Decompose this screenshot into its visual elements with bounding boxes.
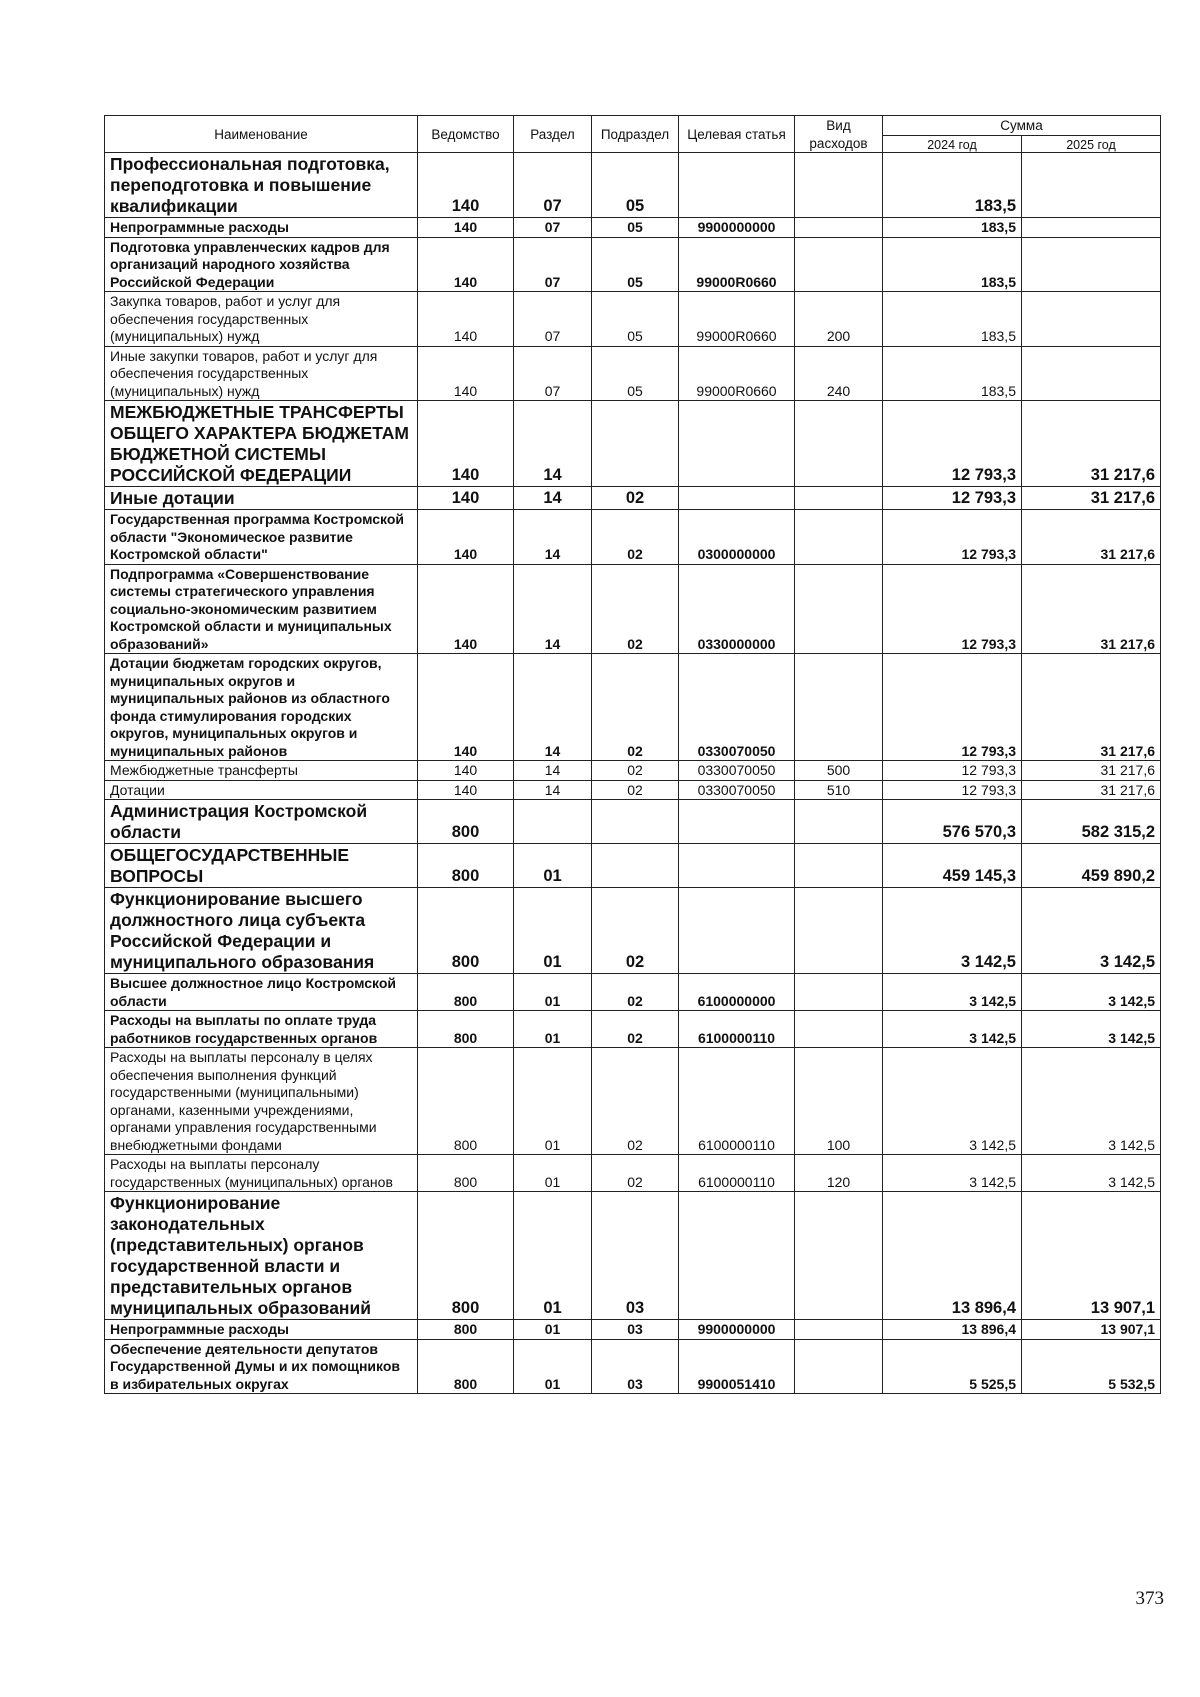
cell-expense-type: 100 bbox=[795, 1048, 883, 1155]
cell-expense-type bbox=[795, 654, 883, 761]
cell-sum-2025: 3 142,5 bbox=[1022, 1011, 1161, 1048]
cell-name: ОБЩЕГОСУДАРСТВЕННЫЕ ВОПРОСЫ bbox=[105, 844, 418, 888]
table-row bbox=[105, 1155, 1161, 1192]
cell-name: Закупка товаров, работ и услуг для обеспечения государственных (муниципальных) нужд bbox=[105, 292, 418, 347]
cell-subsection: 02 bbox=[592, 1048, 679, 1155]
cell-target bbox=[679, 800, 795, 844]
page-number: 373 bbox=[1135, 1588, 1164, 1609]
cell-name: Подпрограмма «Совершенствование системы стратегического управления социально-экономическим развитием Костромской области и муниципальных образований» bbox=[105, 564, 418, 654]
cell-sum-2024: 3 142,5 bbox=[883, 1011, 1022, 1048]
cell-section: 07 bbox=[514, 292, 592, 347]
cell-name: Межбюджетные трансферты bbox=[105, 761, 418, 781]
cell-name: Иные дотации bbox=[105, 487, 418, 510]
cell-target bbox=[679, 487, 795, 510]
cell-dept: 800 bbox=[418, 1048, 514, 1155]
header-name: Наименование bbox=[105, 116, 418, 153]
cell-dept: 140 bbox=[418, 153, 514, 218]
cell-sum-2025: 3 142,5 bbox=[1022, 974, 1161, 1011]
cell-dept: 140 bbox=[418, 237, 514, 292]
cell-dept: 140 bbox=[418, 510, 514, 565]
cell-subsection: 02 bbox=[592, 1155, 679, 1192]
cell-expense-type bbox=[795, 844, 883, 888]
cell-target: 0330070050 bbox=[679, 654, 795, 761]
table-row bbox=[105, 237, 1161, 292]
cell-subsection: 02 bbox=[592, 510, 679, 565]
cell-expense-type bbox=[795, 487, 883, 510]
cell-sum-2024: 12 793,3 bbox=[883, 780, 1022, 800]
cell-sum-2025 bbox=[1022, 346, 1161, 401]
cell-target: 0300000000 bbox=[679, 510, 795, 565]
cell-target: 0330070050 bbox=[679, 761, 795, 781]
cell-dept: 800 bbox=[418, 1339, 514, 1394]
cell-target: 6100000110 bbox=[679, 1048, 795, 1155]
cell-sum-2025: 459 890,2 bbox=[1022, 844, 1161, 888]
cell-sum-2025: 31 217,6 bbox=[1022, 780, 1161, 800]
cell-expense-type bbox=[795, 1320, 883, 1340]
cell-dept: 140 bbox=[418, 401, 514, 487]
cell-dept: 800 bbox=[418, 1192, 514, 1320]
cell-section: 07 bbox=[514, 237, 592, 292]
cell-section: 07 bbox=[514, 218, 592, 238]
table-row bbox=[105, 654, 1161, 761]
cell-sum-2025: 3 142,5 bbox=[1022, 1155, 1161, 1192]
cell-dept: 800 bbox=[418, 844, 514, 888]
cell-sum-2024: 3 142,5 bbox=[883, 974, 1022, 1011]
table-header bbox=[105, 116, 1161, 153]
table-row bbox=[105, 974, 1161, 1011]
cell-sum-2025: 13 907,1 bbox=[1022, 1192, 1161, 1320]
cell-expense-type: 120 bbox=[795, 1155, 883, 1192]
cell-section: 01 bbox=[514, 1155, 592, 1192]
cell-subsection: 02 bbox=[592, 780, 679, 800]
cell-expense-type: 510 bbox=[795, 780, 883, 800]
header-subsection: Подраздел bbox=[592, 116, 679, 153]
cell-dept: 140 bbox=[418, 292, 514, 347]
cell-dept: 140 bbox=[418, 654, 514, 761]
cell-name: Профессиональная подготовка, переподготовка и повышение квалификации bbox=[105, 153, 418, 218]
cell-sum-2024: 12 793,3 bbox=[883, 761, 1022, 781]
cell-sum-2024: 183,5 bbox=[883, 346, 1022, 401]
cell-subsection: 05 bbox=[592, 292, 679, 347]
header-dept: Ведомство bbox=[418, 116, 514, 153]
cell-name: Высшее должностное лицо Костромской области bbox=[105, 974, 418, 1011]
cell-section: 14 bbox=[514, 564, 592, 654]
budget-table bbox=[104, 115, 1161, 1394]
cell-name: Администрация Костромской области bbox=[105, 800, 418, 844]
cell-dept: 140 bbox=[418, 761, 514, 781]
table-row bbox=[105, 487, 1161, 510]
table-row bbox=[105, 1320, 1161, 1340]
cell-name: Функционирование законодательных (представительных) органов государственной власти и представительных органов муниципальных образований bbox=[105, 1192, 418, 1320]
cell-section: 14 bbox=[514, 654, 592, 761]
cell-sum-2025 bbox=[1022, 218, 1161, 238]
cell-sum-2025: 31 217,6 bbox=[1022, 761, 1161, 781]
cell-expense-type bbox=[795, 218, 883, 238]
cell-dept: 800 bbox=[418, 974, 514, 1011]
header-year-2025: 2025 год bbox=[1022, 136, 1161, 153]
header-target: Целевая статья bbox=[679, 116, 795, 153]
cell-subsection bbox=[592, 401, 679, 487]
cell-sum-2024: 13 896,4 bbox=[883, 1192, 1022, 1320]
cell-sum-2024: 3 142,5 bbox=[883, 1048, 1022, 1155]
cell-target bbox=[679, 401, 795, 487]
cell-subsection bbox=[592, 800, 679, 844]
cell-subsection: 05 bbox=[592, 218, 679, 238]
cell-target: 0330070050 bbox=[679, 780, 795, 800]
cell-subsection: 05 bbox=[592, 153, 679, 218]
cell-subsection: 02 bbox=[592, 487, 679, 510]
table-row bbox=[105, 761, 1161, 781]
cell-name: Дотации бюджетам городских округов, муниципальных округов и муниципальных районов из областного фонда стимулирования городских округов, муниципальных округов и муниципальных районов bbox=[105, 654, 418, 761]
cell-expense-type bbox=[795, 974, 883, 1011]
cell-name: Непрограммные расходы bbox=[105, 218, 418, 238]
cell-target: 9900051410 bbox=[679, 1339, 795, 1394]
table-row bbox=[105, 564, 1161, 654]
table-body bbox=[105, 153, 1161, 1394]
table-row bbox=[105, 1339, 1161, 1394]
cell-expense-type bbox=[795, 800, 883, 844]
cell-section: 07 bbox=[514, 346, 592, 401]
table-row bbox=[105, 510, 1161, 565]
cell-section: 01 bbox=[514, 974, 592, 1011]
cell-target bbox=[679, 888, 795, 974]
cell-sum-2024: 13 896,4 bbox=[883, 1320, 1022, 1340]
cell-target: 6100000110 bbox=[679, 1011, 795, 1048]
table-row bbox=[105, 346, 1161, 401]
cell-sum-2025: 3 142,5 bbox=[1022, 1048, 1161, 1155]
cell-sum-2024: 12 793,3 bbox=[883, 401, 1022, 487]
budget-sheet bbox=[104, 115, 1160, 1394]
cell-dept: 140 bbox=[418, 564, 514, 654]
cell-section: 01 bbox=[514, 1011, 592, 1048]
cell-sum-2024: 183,5 bbox=[883, 237, 1022, 292]
cell-section: 14 bbox=[514, 401, 592, 487]
cell-expense-type bbox=[795, 1011, 883, 1048]
cell-sum-2024: 12 793,3 bbox=[883, 564, 1022, 654]
cell-section: 14 bbox=[514, 487, 592, 510]
cell-section: 14 bbox=[514, 780, 592, 800]
table-row bbox=[105, 153, 1161, 218]
cell-name: Расходы на выплаты персоналу государственных (муниципальных) органов bbox=[105, 1155, 418, 1192]
cell-sum-2025: 582 315,2 bbox=[1022, 800, 1161, 844]
cell-name: Непрограммные расходы bbox=[105, 1320, 418, 1340]
cell-sum-2024: 183,5 bbox=[883, 218, 1022, 238]
cell-section bbox=[514, 800, 592, 844]
cell-sum-2025: 13 907,1 bbox=[1022, 1320, 1161, 1340]
table-row bbox=[105, 888, 1161, 974]
table-row bbox=[105, 780, 1161, 800]
cell-target: 9900000000 bbox=[679, 218, 795, 238]
cell-dept: 140 bbox=[418, 487, 514, 510]
table-row bbox=[105, 844, 1161, 888]
cell-expense-type bbox=[795, 401, 883, 487]
cell-sum-2024: 576 570,3 bbox=[883, 800, 1022, 844]
cell-section: 01 bbox=[514, 888, 592, 974]
cell-name: Подготовка управленческих кадров для организаций народного хозяйства Российской Федерации bbox=[105, 237, 418, 292]
header-expense-type: Вид расходов bbox=[795, 116, 883, 153]
cell-sum-2025: 31 217,6 bbox=[1022, 401, 1161, 487]
cell-dept: 800 bbox=[418, 1320, 514, 1340]
table-row bbox=[105, 292, 1161, 347]
cell-subsection: 03 bbox=[592, 1339, 679, 1394]
cell-sum-2024: 183,5 bbox=[883, 153, 1022, 218]
cell-expense-type: 200 bbox=[795, 292, 883, 347]
cell-name: Государственная программа Костромской области "Экономическое развитие Костромской области" bbox=[105, 510, 418, 565]
cell-name: Функционирование высшего должностного лица субъекта Российской Федерации и муниципального образования bbox=[105, 888, 418, 974]
cell-sum-2025: 31 217,6 bbox=[1022, 510, 1161, 565]
cell-subsection: 05 bbox=[592, 346, 679, 401]
cell-target: 6100000000 bbox=[679, 974, 795, 1011]
cell-subsection: 02 bbox=[592, 654, 679, 761]
cell-target: 99000R0660 bbox=[679, 237, 795, 292]
cell-subsection: 02 bbox=[592, 564, 679, 654]
cell-target: 99000R0660 bbox=[679, 346, 795, 401]
cell-section: 01 bbox=[514, 1320, 592, 1340]
cell-dept: 140 bbox=[418, 346, 514, 401]
cell-section: 14 bbox=[514, 510, 592, 565]
header-sum: Сумма bbox=[883, 116, 1161, 136]
cell-section: 01 bbox=[514, 844, 592, 888]
cell-sum-2024: 12 793,3 bbox=[883, 510, 1022, 565]
cell-dept: 800 bbox=[418, 800, 514, 844]
cell-sum-2024: 5 525,5 bbox=[883, 1339, 1022, 1394]
table-row bbox=[105, 1192, 1161, 1320]
cell-name: Обеспечение деятельности депутатов Государственной Думы и их помощников в избирательных округах bbox=[105, 1339, 418, 1394]
cell-section: 01 bbox=[514, 1192, 592, 1320]
cell-subsection: 02 bbox=[592, 974, 679, 1011]
cell-name: МЕЖБЮДЖЕТНЫЕ ТРАНСФЕРТЫ ОБЩЕГО ХАРАКТЕРА БЮДЖЕТАМ БЮДЖЕТНОЙ СИСТЕМЫ РОССИЙСКОЙ ФЕДЕРАЦИИ bbox=[105, 401, 418, 487]
cell-sum-2025 bbox=[1022, 153, 1161, 218]
cell-dept: 800 bbox=[418, 1155, 514, 1192]
cell-expense-type bbox=[795, 153, 883, 218]
cell-sum-2025: 3 142,5 bbox=[1022, 888, 1161, 974]
table-row bbox=[105, 800, 1161, 844]
cell-subsection: 03 bbox=[592, 1192, 679, 1320]
cell-target bbox=[679, 153, 795, 218]
header-section: Раздел bbox=[514, 116, 592, 153]
cell-section: 14 bbox=[514, 761, 592, 781]
cell-expense-type bbox=[795, 888, 883, 974]
cell-expense-type: 240 bbox=[795, 346, 883, 401]
table-row bbox=[105, 401, 1161, 487]
cell-subsection: 02 bbox=[592, 761, 679, 781]
cell-name: Расходы на выплаты по оплате труда работников государственных органов bbox=[105, 1011, 418, 1048]
cell-dept: 140 bbox=[418, 218, 514, 238]
cell-subsection: 05 bbox=[592, 237, 679, 292]
cell-dept: 800 bbox=[418, 888, 514, 974]
cell-target: 6100000110 bbox=[679, 1155, 795, 1192]
cell-sum-2025: 5 532,5 bbox=[1022, 1339, 1161, 1394]
table-row bbox=[105, 1011, 1161, 1048]
cell-subsection: 02 bbox=[592, 888, 679, 974]
cell-section: 01 bbox=[514, 1048, 592, 1155]
cell-expense-type bbox=[795, 237, 883, 292]
cell-subsection bbox=[592, 844, 679, 888]
cell-sum-2024: 12 793,3 bbox=[883, 487, 1022, 510]
cell-section: 01 bbox=[514, 1339, 592, 1394]
table-row bbox=[105, 1048, 1161, 1155]
cell-expense-type bbox=[795, 564, 883, 654]
cell-expense-type bbox=[795, 510, 883, 565]
cell-sum-2024: 12 793,3 bbox=[883, 654, 1022, 761]
cell-expense-type bbox=[795, 1339, 883, 1394]
cell-name: Дотации bbox=[105, 780, 418, 800]
cell-expense-type bbox=[795, 1192, 883, 1320]
header-year-2024: 2024 год bbox=[883, 136, 1022, 153]
cell-name: Иные закупки товаров, работ и услуг для обеспечения государственных (муниципальных) нужд bbox=[105, 346, 418, 401]
cell-dept: 800 bbox=[418, 1011, 514, 1048]
cell-section: 07 bbox=[514, 153, 592, 218]
cell-sum-2025: 31 217,6 bbox=[1022, 654, 1161, 761]
cell-target: 9900000000 bbox=[679, 1320, 795, 1340]
cell-sum-2024: 183,5 bbox=[883, 292, 1022, 347]
cell-sum-2024: 459 145,3 bbox=[883, 844, 1022, 888]
cell-sum-2025: 31 217,6 bbox=[1022, 564, 1161, 654]
cell-expense-type: 500 bbox=[795, 761, 883, 781]
cell-sum-2025 bbox=[1022, 237, 1161, 292]
cell-name: Расходы на выплаты персоналу в целях обеспечения выполнения функций государственными (муниципальными) органами, казенными учреждениями, органами управления государственными внебюджетными фондами bbox=[105, 1048, 418, 1155]
cell-target: 0330000000 bbox=[679, 564, 795, 654]
cell-sum-2024: 3 142,5 bbox=[883, 888, 1022, 974]
cell-sum-2024: 3 142,5 bbox=[883, 1155, 1022, 1192]
cell-subsection: 02 bbox=[592, 1011, 679, 1048]
cell-subsection: 03 bbox=[592, 1320, 679, 1340]
cell-dept: 140 bbox=[418, 780, 514, 800]
table-row bbox=[105, 218, 1161, 238]
cell-sum-2025 bbox=[1022, 292, 1161, 347]
cell-target bbox=[679, 844, 795, 888]
cell-sum-2025: 31 217,6 bbox=[1022, 487, 1161, 510]
cell-target: 99000R0660 bbox=[679, 292, 795, 347]
cell-target bbox=[679, 1192, 795, 1320]
